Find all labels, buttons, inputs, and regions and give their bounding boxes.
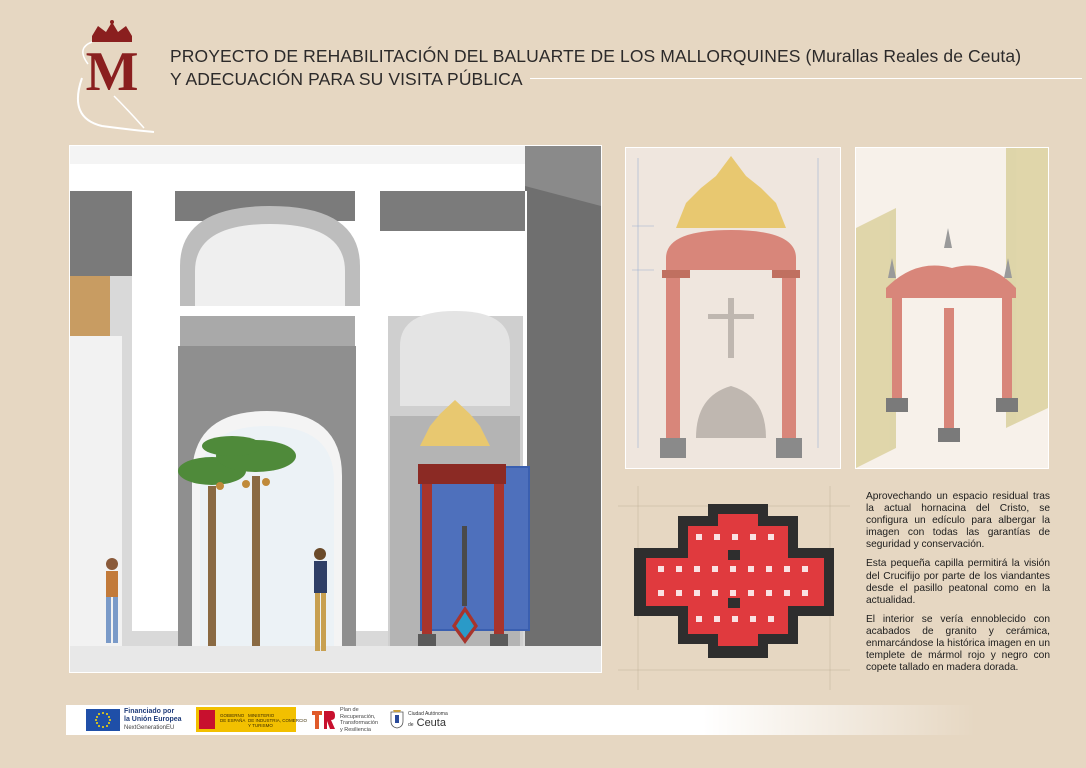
elevation-svg [626, 148, 840, 468]
eu-line-3: NextGenerationEU [124, 725, 175, 731]
plan-drawing [618, 486, 850, 690]
prtr-line-3: Transformación [340, 720, 379, 726]
title-divider [530, 78, 1082, 79]
description-paragraph: El interior se vería ennoblecido con acabados de granito y cerámica, enmarcándose la histórica imagen en un templete de mármol rojo y negro con copete tallado en madera dorada. [866, 613, 1050, 674]
plan-svg [618, 486, 850, 690]
isometric-svg [856, 148, 1048, 468]
title-line-1: PROYECTO DE REHABILITACIÓN DEL BALUARTE DE LOS MALLORQUINES (Murallas Reales de Ceuta) [170, 46, 1022, 66]
ministry-line-2: DE INDUSTRIA, COMERCIO [248, 718, 308, 723]
ceuta-big-text: Ceuta [416, 717, 446, 729]
logo-letter: M [85, 41, 139, 103]
ceuta-line-1: Ciudad Autónoma [408, 711, 448, 717]
government-text [220, 713, 245, 723]
perspective-render [69, 145, 602, 673]
eu-line-1: Financiado por [124, 708, 175, 715]
elevation-drawing [625, 147, 841, 469]
gob-line-1: GOBIERNO [220, 713, 245, 718]
description [866, 491, 1050, 681]
ceuta-line-2: de [408, 722, 414, 728]
ceuta-name [408, 717, 446, 729]
ministry-line-3: Y TURISMO [248, 723, 273, 728]
prtr-logo-icon [310, 709, 336, 731]
spain-shield-icon [199, 710, 215, 729]
prtr-line-2: Recuperación, [340, 713, 376, 720]
header [0, 0, 1086, 140]
prtr-line-4: y Resiliencia [340, 726, 371, 733]
ministry-line-1: MINISTERIO [248, 713, 275, 718]
gob-line-2: DE ESPAÑA [220, 718, 246, 723]
description-paragraph: Esta pequeña capilla permitirá la visión del Crucifijo por parte de los viandantes desde el pasillo peatonal como en la actualidad. [866, 558, 1050, 606]
isometric-drawing [855, 147, 1049, 469]
prtr-text [340, 707, 378, 733]
ministry-text [248, 713, 307, 728]
funding-footer [66, 705, 976, 735]
perspective-drawing [70, 146, 601, 672]
eu-flag-icon [86, 709, 120, 731]
description-paragraph: Aprovechando un espacio residual tras la actual hornacina del Cristo, se configura un edículo para albergar la imagen con todas las garantías de seguridad y conservación. [866, 491, 1050, 551]
prtr-line-1: Plan de [340, 707, 359, 713]
eu-line-2: la Unión Europea [124, 716, 182, 723]
eu-funding-text [124, 708, 182, 724]
crown-logo [62, 18, 162, 136]
title-line-2: Y ADECUACIÓN PARA SU VISITA PÚBLICA [170, 69, 523, 89]
ceuta-shield-icon [390, 709, 404, 729]
